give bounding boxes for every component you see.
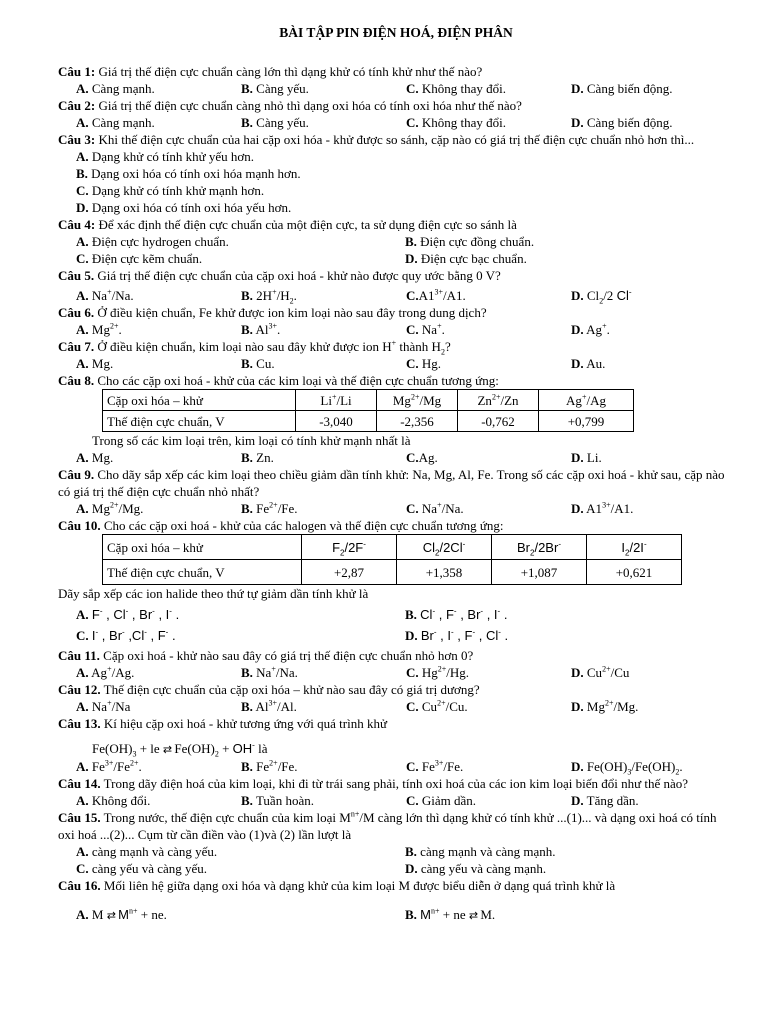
question-8-followup: Trong số các kim loại trên, kim loại có tính khử mạnh nhất là [92, 433, 411, 448]
options-q11: A. Ag+/Ag. B. Na+/Na. C. $Hg^{2+}/Hg$. D. $Cu^{2+}/Cu$ [76, 664, 630, 680]
options-q8: A. Mg. B. Zn. C.Ag. D. Li. [76, 450, 602, 465]
options-q7: A. Mg. B. Cu. C. Hg. D. Au. [76, 356, 606, 371]
options-q16: A. M ⇄ $M^{n+}$ + ne. B. $M^{n+}$ + ne ⇄ M. [76, 906, 496, 922]
question-14: Câu 14. Trong dãy điện hoá của kim loại, khi đi từ trái sang phải, tính oxi hoá của các ion kim loại biến đổi như thế nào? [58, 776, 689, 791]
reaction-q13: $Fe(OH)_3$ + le ⇄ $Fe(OH)_2 + OH^-$ là [92, 740, 268, 759]
question-10: Câu 10. Cho các cặp oxi hoá - khử của các halogen và thế điện cực chuẩn tương ứng: [58, 518, 504, 533]
question-5: Câu 5. Giá trị thế điện cực chuẩn của cặp oxi hoá - khử nào được quy ước bằng 0 V? [58, 268, 501, 283]
question-11: Câu 11. Cặp oxi hoá - khử nào sau đây có giá trị thế điện cực chuẩn nhỏ hơn 0? [58, 648, 474, 663]
question-3: Câu 3: Khi thế điện cực chuẩn của hai cặp oxi hóa - khử được so sánh, cặp nào có giá trị thế điện cực chuẩn nhỏ hơn thì... [58, 132, 695, 147]
question-13: Câu 13. Kí hiệu cặp oxi hoá - khử tương ứng với quá trình khử [58, 716, 387, 731]
question-12: Câu 12. Thế điện cực chuẩn của cặp oxi hóa – khử nào sau đây có giá trị dương? [58, 682, 480, 697]
options-q4-ab: A. Điện cực hydrogen chuẩn. B. Điện cực đồng chuẩn. [76, 234, 535, 249]
options-q15-cd: C. càng yếu và càng yếu. D. càng yếu và càng mạnh. [76, 861, 547, 876]
question-8: Câu 8. Cho các cặp oxi hoá - khử của các kim loại và thế điện cực chuẩn tương ứng: [58, 373, 499, 388]
document-page [58, 24, 734, 924]
options-q15-ab: A. càng mạnh và càng yếu. B. càng mạnh và càng mạnh. [76, 844, 556, 859]
options-q4-cd: C. Điện cực kẽm chuẩn. D. Điện cực bạc chuẩn. [76, 251, 527, 266]
options-q2: A. Càng mạnh. B. Càng yếu. C. Không thay đổi. D. Càng biến động. [76, 115, 673, 130]
options-q10-cd: C. I- , Br- ,Cl- , F- . D. Br- , I- , F- , Cl- . [76, 627, 509, 643]
options-q6: A. $Mg^{2+}$. B. $Al^{3+}$. C. Na+. D. Ag+. [76, 321, 610, 337]
question-2: Câu 2: Giá trị thế điện cực chuẩn càng nhỏ thì dạng oxi hóa có tính oxi hóa như thế nào? [58, 98, 522, 113]
equilibrium-arrow-icon: ⇄ [162, 743, 172, 756]
options-q5: A. Na+/Na. B. $2H^+/H_2$. $C.A1^{3+}/A1$. D. $Cl_2/2$ Cl- [76, 287, 632, 306]
options-q1: A. Càng mạnh. B. Càng yếu. C. Không thay đổi. D. Càng biến động. [76, 81, 673, 96]
option-q3-d: D. Dạng oxi hóa có tính oxi hóa yếu hơn. [76, 200, 292, 215]
question-7: Câu 7. Ở điều kiện chuẩn, kim loại nào sau đây khử được ion H+ thành $H_2$? [58, 338, 451, 357]
equilibrium-arrow-icon: ⇄ [106, 909, 115, 922]
options-q14: A. Không đổi. B. Tuần hoàn. C. Giảm dần. D. Tăng dần. [76, 793, 639, 808]
options-q12: A. Na+/Na B. $Al^{3+}/Al$. C. $Cu^{2+}/Cu$. D. $Mg^{2+}/Mg$. [76, 698, 639, 714]
question-4: Câu 4: Để xác định thế điện cực chuẩn của một điện cực, ta sử dụng điện cực so sánh là [58, 217, 517, 232]
table-halogen-potentials: Cặp oxi hóa – khử $F_2/2F^-$ $Cl_2/2Cl^-$ $Br_2/2Br^-$ $I_2/2I^-$ Thế điện cực chuẩn, V +2,87 +1,358 +1,087 +0,621 [102, 534, 682, 585]
equilibrium-arrow-icon: ⇄ [468, 909, 478, 922]
option-q3-c: C. Dạng khử có tính khử mạnh hơn. [76, 183, 265, 198]
question-6: Câu 6. Ở điều kiện chuẩn, Fe khử được ion kim loại nào sau đây trong dung dịch? [58, 305, 487, 320]
option-q3-a: A. Dạng khử có tính khử yếu hơn. [76, 149, 255, 164]
question-1: Câu 1: Giá trị thế điện cực chuẩn càng lớn thì dạng khử có tính khử như thế nào? [58, 64, 483, 79]
options-q9: A. $Mg^{2+}/Mg$. B. $Fe^{2+}/Fe$. C. Na+/Na. D. $A1^{3+}/A1$. [76, 500, 634, 516]
options-q10-ab: A. F- , Cl- , Br- , I- . B. Cl- , F- , Br- , I- . [76, 606, 508, 622]
page-title: BÀI TẬP PIN ĐIỆN HOÁ, ĐIỆN PHÂN [279, 25, 513, 40]
table-metal-potentials: Cặp oxi hóa – khử Li+/Li $Mg^{2+}/Mg$ $Zn^{2+}/Zn$ Ag+/Ag Thế điện cực chuẩn, V -3,040 -2,356 -0,762 +0,799 [102, 389, 634, 432]
question-10-followup: Dãy sắp xếp các ion halide theo thứ tự giảm dần tính khử là [58, 586, 369, 601]
options-q13: A. $Fe^{3+}/Fe^{2+}$. B. $Fe^{2+}/Fe$. C. $Fe^{3+}/Fe$. D. $Fe(OH)_3/Fe(OH)_2$. [76, 758, 683, 777]
option-q3-b: B. Dạng oxi hóa có tính oxi hóa mạnh hơn. [76, 166, 301, 181]
question-16: Câu 16. Mối liên hệ giữa dạng oxi hóa và dạng khử của kim loại M được biểu diễn ở dạng quá trình khử là [58, 878, 616, 893]
question-9: Câu 9. Cho dãy sắp xếp các kim loại theo chiều giảm dần tính khử: Na, Mg, Al, Fe. Trong số các cặp oxi hoá - khử sau, cặp nào có giá trị thế điện cực chuẩn nhỏ nhất? [58, 467, 725, 499]
question-15: Câu 15. Trong nước, thế điện cực chuẩn của kim loại $M^{n+}/M$ càng lớn thì dạng khử có tính khử ...(1)... và dạng oxi hoá có tính oxi hoá ...(2)... Cụm từ cần điền vào (1)và (2) lần lượt là [58, 809, 717, 842]
